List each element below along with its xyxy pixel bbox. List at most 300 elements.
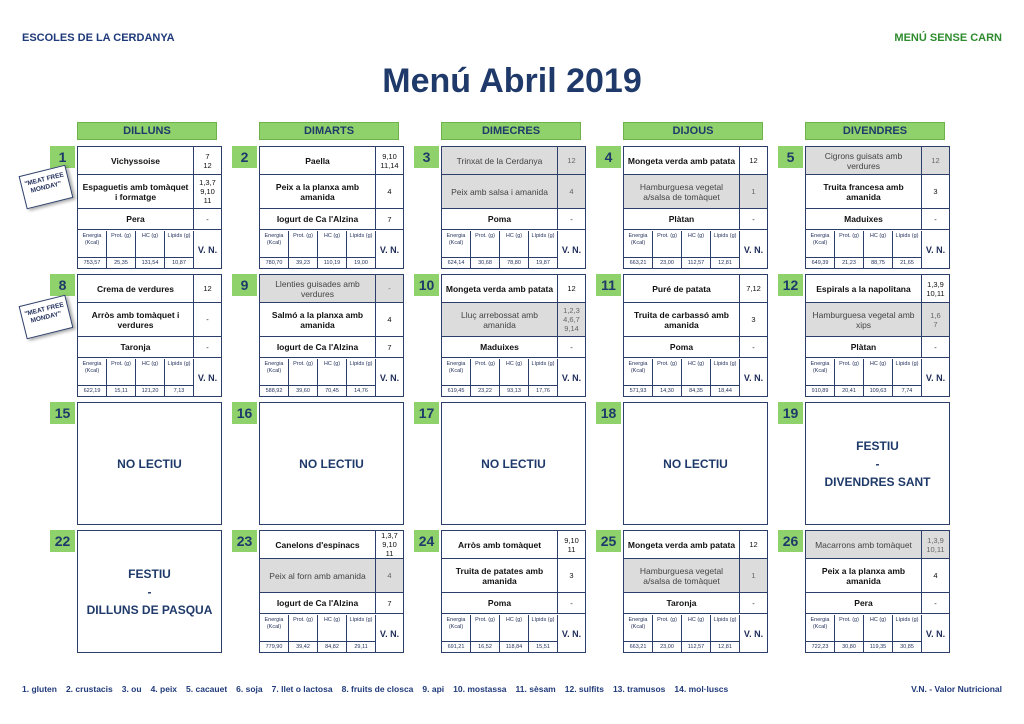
nutrition-column <box>624 359 653 397</box>
legend-item: 7. llet o lactosa <box>271 684 333 694</box>
nutrition-value: 14,76 <box>347 385 375 397</box>
nutrition-table <box>806 359 922 397</box>
allergen-codes: 9,10 11,14 <box>376 147 403 175</box>
dish-name: Iogurt de Ca l'Alzina <box>260 337 376 358</box>
allergen-codes: 1,3,7 9,10 11 <box>376 531 403 559</box>
menu-type: MENÚ SENSE CARN <box>894 32 1002 44</box>
nutrition-label: Prot. (g) <box>657 233 677 239</box>
nutrition-table <box>442 231 558 269</box>
nutrition-column <box>653 231 682 269</box>
nutrition-value: 18,44 <box>711 385 739 397</box>
allergen-codes: - <box>558 593 585 614</box>
nutrition-value: 23,22 <box>471 385 499 397</box>
allergen-codes: - <box>558 337 585 358</box>
dish-name: Poma <box>442 209 558 230</box>
day-cell-19 <box>778 402 950 525</box>
nutrition-label: HC (g) <box>869 233 887 239</box>
nutrition-label: Energia (Kcal) <box>446 233 466 246</box>
day-menu-box <box>805 402 950 525</box>
nutrition-label: Lípids (g) <box>531 361 555 367</box>
nutrition-column <box>260 359 289 397</box>
nutrition-table <box>78 231 194 269</box>
allergen-codes: 4 <box>376 303 403 337</box>
day-cell-5 <box>778 146 950 269</box>
allergen-codes: 1,3,9 10,11 <box>922 275 949 303</box>
nutrition-label: Prot. (g) <box>839 233 859 239</box>
nutrition-label: Energia (Kcal) <box>628 233 648 246</box>
nutrition-value: 691,21 <box>442 641 470 653</box>
nutrition-value: 12,81 <box>711 257 739 269</box>
nutrition-table <box>442 615 558 653</box>
nutrition-column <box>529 615 558 653</box>
nutrition-label: Lípids (g) <box>531 233 555 239</box>
nutrition-column <box>893 231 922 269</box>
nutrition-label: Energia (Kcal) <box>82 233 102 246</box>
day-cell-2 <box>232 146 404 269</box>
dish-name: Maduixes <box>806 209 922 230</box>
day-cell-15 <box>50 402 222 525</box>
vn-label: V. N. <box>925 373 946 383</box>
allergen-codes: 12 <box>558 147 585 175</box>
nutrition-value: 571,93 <box>624 385 652 397</box>
dish-name: Plàtan <box>624 209 740 230</box>
nutrition-column <box>653 359 682 397</box>
day-menu-box <box>623 402 768 525</box>
legend-item: 10. mostassa <box>453 684 507 694</box>
nutrition-value: 23,00 <box>653 257 681 269</box>
nutrition-label: Prot. (g) <box>293 233 313 239</box>
nutrition-value: 7,74 <box>893 385 921 397</box>
nutrition-value: 88,75 <box>864 257 892 269</box>
allergen-codes: 7 12 <box>194 147 221 175</box>
nutrition-column <box>78 231 107 269</box>
nutrition-column <box>624 615 653 653</box>
vn-label: V. N. <box>561 629 582 639</box>
allergen-codes: 9,10 11 <box>558 531 585 559</box>
nutrition-column <box>711 231 740 269</box>
nutrition-table <box>260 359 376 397</box>
nutrition-column <box>289 615 318 653</box>
day-cell-4 <box>596 146 768 269</box>
day-number: 22 <box>50 530 75 552</box>
legend-item: 1. gluten <box>22 684 57 694</box>
dish-name: Crema de verdures <box>78 275 194 303</box>
nutrition-value: 663,21 <box>624 641 652 653</box>
dish-name: Espirals a la napolitana <box>806 275 922 303</box>
status-line: - <box>147 584 152 599</box>
allergen-codes: - <box>558 209 585 230</box>
nutrition-label: Lípids (g) <box>895 361 919 367</box>
dish-name: Mongeta verda amb patata <box>624 147 740 175</box>
vn-label: V. N. <box>197 245 218 255</box>
nutrition-value: 10,87 <box>165 257 193 269</box>
nutrition-table <box>260 615 376 653</box>
nutrition-label: HC (g) <box>687 361 705 367</box>
allergen-codes: 3 <box>922 175 949 209</box>
nutrition-value: 121,20 <box>136 385 164 397</box>
legend-item: 4. peix <box>150 684 178 694</box>
status-line: FESTIU <box>128 566 171 581</box>
nutrition-label: Prot. (g) <box>111 361 131 367</box>
dish-name: Truita francesa amb amanida <box>806 175 922 209</box>
day-number: 9 <box>232 274 257 296</box>
meat-free-monday-badge: "MEAT FREE MONDAY" <box>19 165 74 210</box>
day-menu-box <box>259 274 404 397</box>
day-number: 19 <box>778 402 803 424</box>
nutrition-column <box>260 231 289 269</box>
vn-note: V.N. - Valor Nutricional <box>911 684 1002 694</box>
meat-free-monday-badge: "MEAT FREE MONDAY" <box>19 295 74 340</box>
nutrition-column <box>318 359 347 397</box>
vn-label: V. N. <box>925 245 946 255</box>
nutrition-column <box>682 615 711 653</box>
nutrition-label: Prot. (g) <box>839 361 859 367</box>
allergen-codes: 12 <box>194 275 221 303</box>
school-name: ESCOLES DE LA CERDANYA <box>22 32 175 44</box>
nutrition-label: Lípids (g) <box>895 617 919 623</box>
allergen-codes: 4 <box>376 559 403 593</box>
day-menu-box <box>623 530 768 653</box>
nutrition-label: Lípids (g) <box>349 361 373 367</box>
day-number: 17 <box>414 402 439 424</box>
day-cell-23 <box>232 530 404 653</box>
nutrition-column <box>165 359 194 397</box>
vn-label: V. N. <box>379 373 400 383</box>
nutrition-table <box>442 359 558 397</box>
nutrition-label: HC (g) <box>323 617 341 623</box>
nutrition-value: 25,35 <box>107 257 135 269</box>
allergen-codes: - <box>740 337 767 358</box>
dish-name: Macarrons amb tomàquet <box>806 531 922 559</box>
vn-label: V. N. <box>743 245 764 255</box>
status-line: - <box>875 456 880 471</box>
dish-name: Iogurt de Ca l'Alzina <box>260 209 376 230</box>
day-status <box>806 403 949 524</box>
day-cell-9 <box>232 274 404 397</box>
allergen-codes: 7 <box>376 209 403 230</box>
status-line: NO LECTIU <box>481 456 546 471</box>
nutrition-value: 131,54 <box>136 257 164 269</box>
allergen-codes: - <box>376 275 403 303</box>
day-cell-11 <box>596 274 768 397</box>
nutrition-value: 119,35 <box>864 641 892 653</box>
day-menu-box <box>805 530 950 653</box>
nutrition-column <box>624 231 653 269</box>
nutrition-label: Energia (Kcal) <box>446 361 466 374</box>
day-menu-box <box>259 146 404 269</box>
nutrition-label: Lípids (g) <box>713 361 737 367</box>
page-title: Menú Abril 2019 <box>382 62 642 100</box>
day-menu-box <box>77 274 222 397</box>
day-cell-1 <box>50 146 222 269</box>
nutrition-label: HC (g) <box>141 361 159 367</box>
day-menu-box <box>441 402 586 525</box>
allergen-codes: 3 <box>558 559 585 593</box>
day-number: 1 <box>50 146 75 168</box>
allergen-codes: 1,3,9 10,11 <box>922 531 949 559</box>
nutrition-label: Prot. (g) <box>475 233 495 239</box>
nutrition-value: 910,89 <box>806 385 834 397</box>
status-line: FESTIU <box>856 438 899 453</box>
day-header-dimarts: DIMARTS <box>259 122 399 140</box>
dish-name: Mongeta verda amb patata <box>442 275 558 303</box>
day-cell-22 <box>50 530 222 653</box>
dish-name: Taronja <box>78 337 194 358</box>
nutrition-column <box>893 615 922 653</box>
day-header-divendres: DIVENDRES <box>805 122 945 140</box>
dish-name: Peix amb salsa i amanida <box>442 175 558 209</box>
nutrition-value: 12,81 <box>711 641 739 653</box>
dish-name: Hamburguesa vegetal a/salsa de tomàquet <box>624 559 740 593</box>
day-menu-box <box>77 402 222 525</box>
nutrition-column <box>78 359 107 397</box>
allergen-codes: - <box>922 337 949 358</box>
day-number: 4 <box>596 146 621 168</box>
nutrition-value: 23,00 <box>653 641 681 653</box>
nutrition-value: 70,45 <box>318 385 346 397</box>
nutrition-column <box>806 231 835 269</box>
nutrition-label: HC (g) <box>687 617 705 623</box>
day-menu-box <box>623 146 768 269</box>
day-number: 26 <box>778 530 803 552</box>
nutrition-column <box>864 359 893 397</box>
nutrition-value: 21,23 <box>835 257 863 269</box>
day-menu-box <box>441 146 586 269</box>
day-menu-box <box>259 402 404 525</box>
dish-name: Poma <box>442 593 558 614</box>
nutrition-value: 39,42 <box>289 641 317 653</box>
nutrition-label: Energia (Kcal) <box>82 361 102 374</box>
allergen-codes: - <box>922 209 949 230</box>
legend-item: 2. crustacis <box>65 684 113 694</box>
nutrition-value: 649,39 <box>806 257 834 269</box>
day-cell-25 <box>596 530 768 653</box>
nutrition-value: 19,87 <box>529 257 557 269</box>
legend-item: 12. sulfits <box>564 684 604 694</box>
dish-name: Iogurt de Ca l'Alzina <box>260 593 376 614</box>
nutrition-label: Lípids (g) <box>895 233 919 239</box>
nutrition-column <box>347 615 376 653</box>
nutrition-value: 112,57 <box>682 257 710 269</box>
allergen-codes: - <box>740 593 767 614</box>
nutrition-label: Prot. (g) <box>111 233 131 239</box>
allergen-codes: 7,12 <box>740 275 767 303</box>
nutrition-label: Energia (Kcal) <box>810 617 830 630</box>
nutrition-table <box>624 359 740 397</box>
nutrition-value: 722,23 <box>806 641 834 653</box>
nutrition-column <box>289 231 318 269</box>
day-menu-box <box>441 274 586 397</box>
dish-name: Maduixes <box>442 337 558 358</box>
day-header-dijous: DIJOUS <box>623 122 763 140</box>
dish-name: Hamburguesa vegetal amb xips <box>806 303 922 337</box>
status-line: DILLUNS DE PASQUA <box>86 602 213 617</box>
dish-name: Puré de patata <box>624 275 740 303</box>
allergen-codes: - <box>740 209 767 230</box>
allergen-codes: 7 <box>376 593 403 614</box>
dish-name: Plàtan <box>806 337 922 358</box>
nutrition-label: Energia (Kcal) <box>446 617 466 630</box>
dish-name: Llenties guisades amb verdures <box>260 275 376 303</box>
nutrition-label: Energia (Kcal) <box>810 361 830 374</box>
status-line: NO LECTIU <box>117 456 182 471</box>
status-line: NO LECTIU <box>299 456 364 471</box>
nutrition-value: 110,19 <box>318 257 346 269</box>
dish-name: Hamburguesa vegetal a/salsa de tomàquet <box>624 175 740 209</box>
day-number: 5 <box>778 146 803 168</box>
nutrition-column <box>835 359 864 397</box>
nutrition-label: Energia (Kcal) <box>264 233 284 246</box>
day-cell-3 <box>414 146 586 269</box>
allergen-codes: - <box>194 303 221 337</box>
dish-name: Espaguetis amb tomàquet i formatge <box>78 175 194 209</box>
allergen-codes: 12 <box>558 275 585 303</box>
nutrition-column <box>442 231 471 269</box>
legend-item: 5. cacauet <box>186 684 228 694</box>
dish-name: Paella <box>260 147 376 175</box>
nutrition-column <box>806 359 835 397</box>
nutrition-value: 118,84 <box>500 641 528 653</box>
day-number: 16 <box>232 402 257 424</box>
nutrition-label: Energia (Kcal) <box>810 233 830 246</box>
nutrition-value: 30,68 <box>471 257 499 269</box>
nutrition-column <box>471 231 500 269</box>
nutrition-column <box>835 231 864 269</box>
legend-item: 14. mol·luscs <box>674 684 729 694</box>
dish-name: Taronja <box>624 593 740 614</box>
nutrition-column <box>682 231 711 269</box>
day-cell-10 <box>414 274 586 397</box>
dish-name: Peix al forn amb amanida <box>260 559 376 593</box>
nutrition-value: 780,70 <box>260 257 288 269</box>
day-cell-17 <box>414 402 586 525</box>
nutrition-table <box>624 615 740 653</box>
nutrition-value: 29,11 <box>347 641 375 653</box>
nutrition-value: 84,82 <box>318 641 346 653</box>
nutrition-label: Lípids (g) <box>349 233 373 239</box>
day-header-dilluns: DILLUNS <box>77 122 217 140</box>
nutrition-column <box>165 231 194 269</box>
dish-name: Lluç arrebossat amb amanida <box>442 303 558 337</box>
nutrition-label: Lípids (g) <box>167 361 191 367</box>
nutrition-column <box>136 231 165 269</box>
nutrition-value: 78,80 <box>500 257 528 269</box>
nutrition-value: 84,35 <box>682 385 710 397</box>
allergen-codes: 12 <box>740 147 767 175</box>
nutrition-column <box>835 615 864 653</box>
day-menu-box <box>805 146 950 269</box>
nutrition-label: Lípids (g) <box>167 233 191 239</box>
nutrition-column <box>318 231 347 269</box>
nutrition-column <box>347 231 376 269</box>
day-cell-24 <box>414 530 586 653</box>
nutrition-label: Prot. (g) <box>293 361 313 367</box>
nutrition-label: Energia (Kcal) <box>628 617 648 630</box>
day-cell-16 <box>232 402 404 525</box>
allergen-codes: 4 <box>922 559 949 593</box>
dish-name: Pera <box>806 593 922 614</box>
nutrition-column <box>318 615 347 653</box>
nutrition-value: 19,00 <box>347 257 375 269</box>
vn-label: V. N. <box>743 373 764 383</box>
nutrition-column <box>442 615 471 653</box>
nutrition-column <box>711 615 740 653</box>
day-number: 3 <box>414 146 439 168</box>
nutrition-column <box>260 615 289 653</box>
nutrition-column <box>107 231 136 269</box>
day-status <box>624 403 767 524</box>
nutrition-column <box>442 359 471 397</box>
day-menu-box <box>77 530 222 653</box>
nutrition-value: 663,21 <box>624 257 652 269</box>
day-number: 15 <box>50 402 75 424</box>
allergen-codes: 3 <box>740 303 767 337</box>
nutrition-column <box>471 615 500 653</box>
nutrition-label: Prot. (g) <box>839 617 859 623</box>
allergen-codes: 7 <box>376 337 403 358</box>
nutrition-column <box>529 359 558 397</box>
allergen-legend <box>22 684 728 694</box>
nutrition-value: 588,92 <box>260 385 288 397</box>
allergen-codes: 1,3,7 9,10 11 <box>194 175 221 209</box>
nutrition-label: Prot. (g) <box>293 617 313 623</box>
day-menu-box <box>259 530 404 653</box>
dish-name: Trinxat de la Cerdanya <box>442 147 558 175</box>
nutrition-label: HC (g) <box>869 361 887 367</box>
nutrition-label: HC (g) <box>323 361 341 367</box>
nutrition-label: Prot. (g) <box>657 361 677 367</box>
vn-label: V. N. <box>197 373 218 383</box>
nutrition-label: Lípids (g) <box>349 617 373 623</box>
nutrition-value: 39,23 <box>289 257 317 269</box>
nutrition-label: Energia (Kcal) <box>628 361 648 374</box>
dish-name: Truita de patates amb amanida <box>442 559 558 593</box>
nutrition-value: 93,13 <box>500 385 528 397</box>
allergen-codes: 1,6 7 <box>922 303 949 337</box>
nutrition-value: 17,76 <box>529 385 557 397</box>
nutrition-table <box>806 231 922 269</box>
vn-label: V. N. <box>379 245 400 255</box>
nutrition-column <box>107 359 136 397</box>
nutrition-column <box>136 359 165 397</box>
dish-name: Peix a la planxa amb amanida <box>806 559 922 593</box>
nutrition-label: HC (g) <box>141 233 159 239</box>
nutrition-table <box>806 615 922 653</box>
nutrition-column <box>471 359 500 397</box>
day-menu-box <box>441 530 586 653</box>
nutrition-label: HC (g) <box>505 617 523 623</box>
day-cell-8 <box>50 274 222 397</box>
allergen-codes: 1 <box>740 175 767 209</box>
dish-name: Vichyssoise <box>78 147 194 175</box>
allergen-codes: 12 <box>922 147 949 175</box>
nutrition-value: 39,60 <box>289 385 317 397</box>
nutrition-column <box>806 615 835 653</box>
legend-item: 8. fruits de closca <box>341 684 414 694</box>
dish-name: Poma <box>624 337 740 358</box>
legend-item: 9. api <box>422 684 445 694</box>
legend-item: 6. soja <box>236 684 263 694</box>
vn-label: V. N. <box>925 629 946 639</box>
day-menu-box <box>623 274 768 397</box>
nutrition-label: Prot. (g) <box>475 617 495 623</box>
nutrition-column <box>500 231 529 269</box>
allergen-codes: 1 <box>740 559 767 593</box>
nutrition-label: HC (g) <box>323 233 341 239</box>
day-number: 11 <box>596 274 621 296</box>
dish-name: Truita de carbassó amb amanida <box>624 303 740 337</box>
nutrition-column <box>289 359 318 397</box>
